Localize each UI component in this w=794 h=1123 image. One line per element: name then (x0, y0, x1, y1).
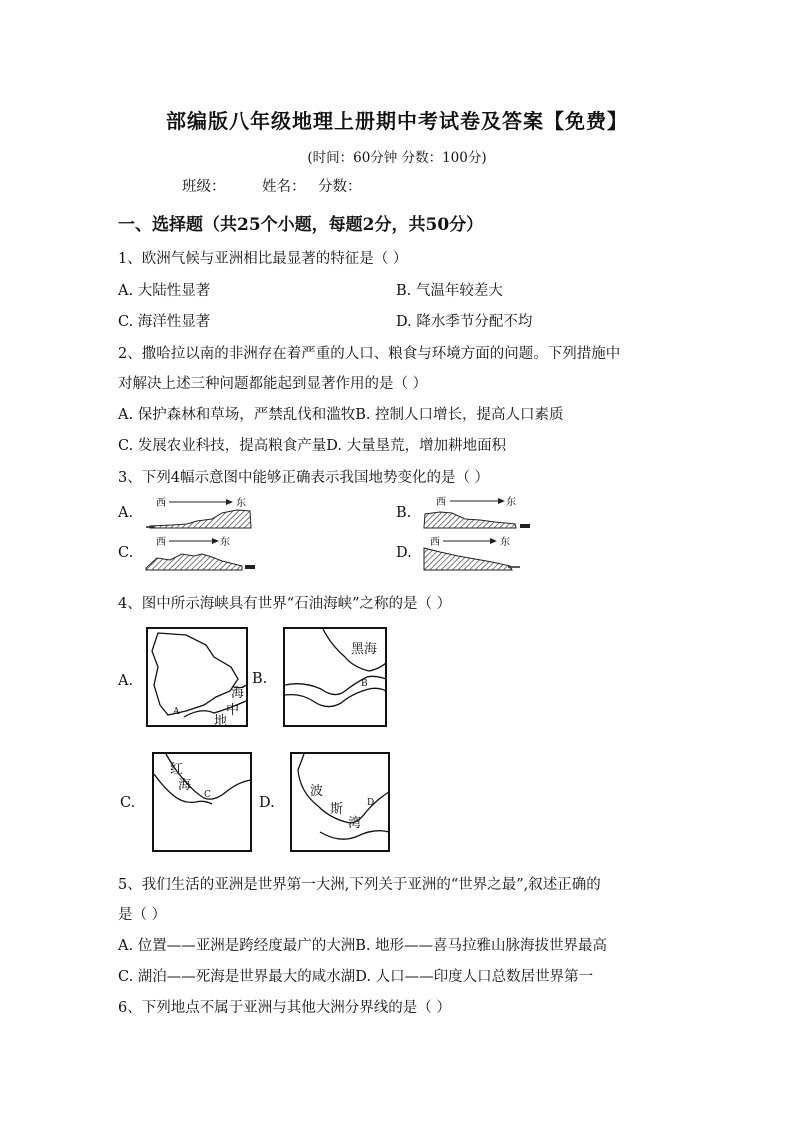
east-label: 东 (220, 537, 230, 548)
strait-map-c (152, 752, 252, 852)
q5-options-cd: C. 湖泊——死海是世界最大的咸水湖D. 人口——印度人口总数居世界第一 (118, 969, 594, 985)
map-a-label-1: 海 (231, 686, 245, 701)
map-a-label-2: 中 (226, 703, 240, 718)
terrain-profile-c (142, 534, 262, 574)
q1-option-c: C. 海洋性显著 (118, 314, 211, 330)
map-c-point-label: C (204, 790, 211, 800)
exam-meta: (时间：60分钟 分数：100分) (307, 150, 487, 166)
map-d-label-1: 波 (310, 784, 324, 799)
strait-map-b (283, 627, 387, 727)
map-b-sea-label: 黑海 (351, 642, 378, 657)
strait-map-a (146, 627, 248, 727)
section-heading: 一、选择题（共25个小题，每题2分，共50分） (118, 215, 484, 235)
q1-option-b: B. 气温年较差大 (396, 283, 503, 299)
map-d-label-3: 湾 (348, 816, 362, 831)
east-label: 东 (500, 537, 510, 548)
q2-options-ab: A. 保护森林和草场，严禁乱伐和滥牧B. 控制人口增长，提高人口素质 (118, 407, 564, 423)
east-label: 东 (506, 497, 516, 508)
map-d-point-label: D (367, 798, 375, 808)
q5-stem-line2: 是（ ） (118, 907, 167, 923)
q3-option-b: B. (396, 505, 412, 521)
q5-options-ab: A. 位置——亚洲是跨经度最广的大洲B. 地形——喜马拉雅山脉海拔世界最高 (118, 938, 608, 954)
q2-stem-line2: 对解决上述三种问题都能起到显著作用的是（ ） (118, 376, 428, 392)
q4-stem: 4、图中所示海峡具有世界“石油海峡”之称的是（ ） (118, 596, 452, 612)
q1-option-a: A. 大陆性显著 (118, 283, 211, 299)
q2-stem-line1: 2、撒哈拉以南的非洲存在着严重的人口、粮食与环境方面的问题。下列措施中 (118, 346, 621, 362)
map-a-label-3: 地 (214, 714, 228, 729)
q2-options-cd: C. 发展农业科技，提高粮食产量D. 大量垦荒，增加耕地面积 (118, 438, 507, 454)
terrain-profile-d (420, 534, 540, 574)
map-a-point-label: A (173, 707, 180, 717)
q3-option-d: D. (396, 545, 412, 561)
map-b-point-label: B (361, 679, 368, 689)
q5-stem-line1: 5、我们生活的亚洲是世界第一大洲,下列关于亚洲的“世界之最”,叙述正确的 (118, 877, 601, 893)
strait-map-d (290, 752, 390, 852)
west-label: 西 (430, 537, 440, 548)
q4-option-c: C. (120, 795, 136, 811)
map-d-label-2: 斯 (330, 802, 344, 817)
terrain-profile-a (142, 494, 258, 532)
page-title: 部编版八年级地理上册期中考试卷及答案【免费】 (166, 109, 628, 133)
q4-option-b: B. (252, 671, 268, 687)
q1-stem: 1、欧洲气候与亚洲相比最显著的特征是（ ） (118, 251, 408, 267)
west-label: 西 (156, 498, 166, 509)
q4-option-a: A. (118, 673, 134, 689)
map-c-label-1: 红 (170, 762, 184, 777)
q6-stem: 6、下列地点不属于亚洲与其他大洲分界线的是（ ） (118, 1000, 451, 1016)
q3-option-c: C. (118, 545, 134, 561)
score-label: 分数： (318, 179, 362, 195)
map-c-label-2: 海 (178, 778, 192, 793)
q3-stem: 3、下列4幅示意图中能够正确表示我国地势变化的是（ ） (118, 470, 490, 486)
q1-option-d: D. 降水季节分配不均 (396, 314, 533, 330)
q4-option-d: D. (259, 795, 275, 811)
name-label: 姓名： (262, 179, 306, 195)
west-label: 西 (156, 537, 166, 548)
q3-option-a: A. (118, 505, 134, 521)
west-label: 西 (436, 497, 446, 508)
east-label: 东 (236, 498, 246, 509)
terrain-profile-b (420, 494, 536, 532)
class-label: 班级： (182, 179, 226, 195)
